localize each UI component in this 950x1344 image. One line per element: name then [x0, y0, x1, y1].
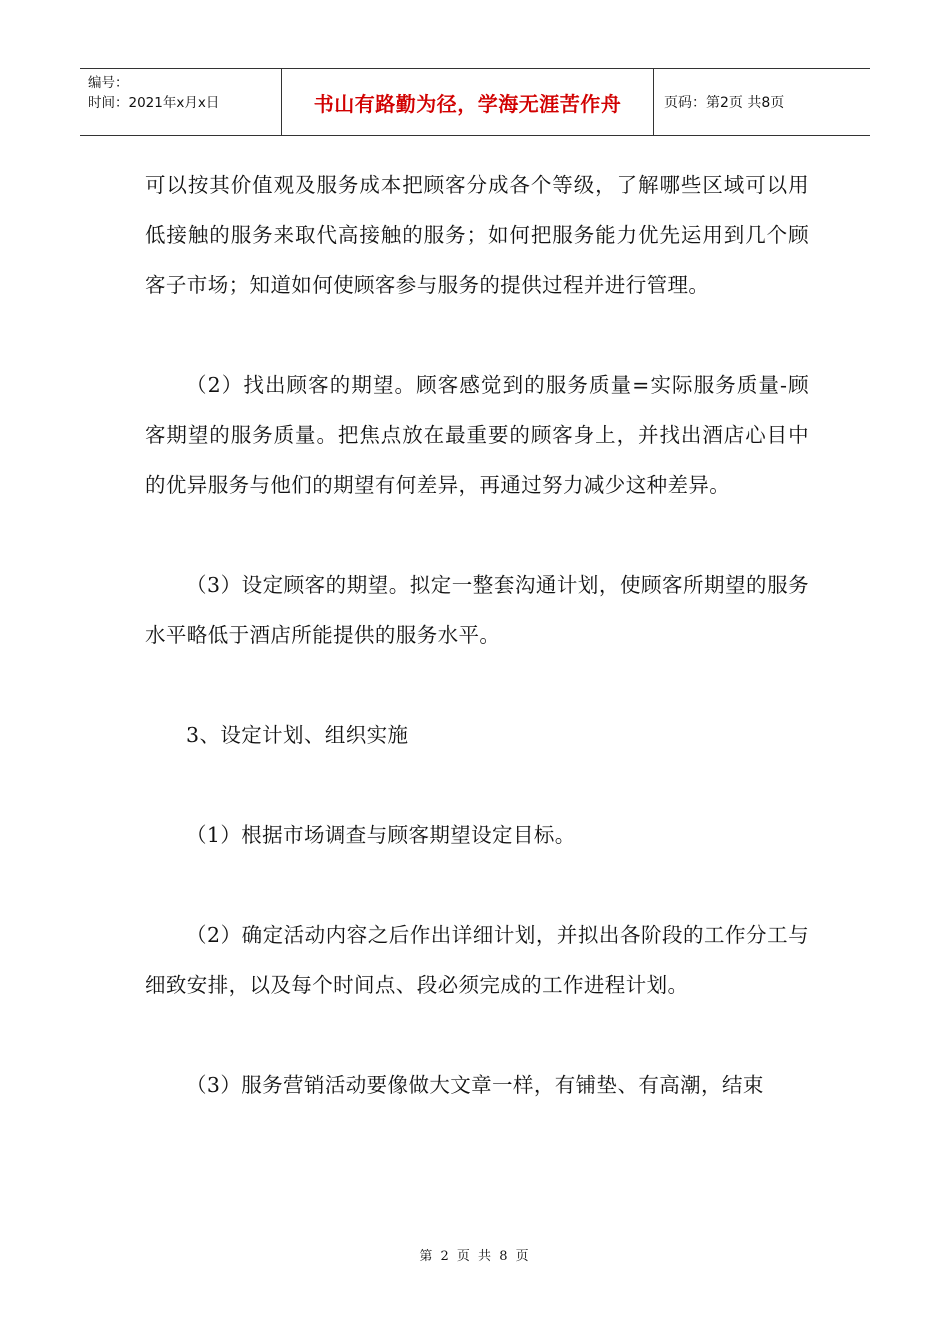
paragraph: （3）设定顾客的期望。拟定一整套沟通计划，使顾客所期望的服务水平略低于酒店所能提供的服务水平。	[145, 573, 809, 647]
section-heading: 3、设定计划、组织实施	[186, 723, 409, 747]
date-label: 时间：2021年x月x日	[88, 95, 220, 111]
document-body	[145, 160, 809, 1160]
paragraph: （2）找出顾客的期望。顾客感觉到的服务质量=实际服务质量-顾客期望的服务质量。把焦点放在最重要的顾客身上，并找出酒店心目中的优异服务与他们的期望有何差异，再通过努力减少这种差异。	[145, 373, 809, 497]
paragraph: 可以按其价值观及服务成本把顾客分成各个等级，了解哪些区域可以用低接触的服务来取代高接触的服务；如何把服务能力优先运用到几个顾客子市场；知道如何使顾客参与服务的提供过程并进行管理。	[145, 173, 809, 297]
header-motto: 书山有路勤为径，学海无涯苦作舟	[282, 69, 654, 135]
page-footer: 第 2 页 共 8 页	[419, 1249, 531, 1264]
serial-number-label: 编号：	[88, 75, 129, 91]
paragraph: （3）服务营销活动要像做大文章一样，有铺垫、有高潮，结束	[186, 1073, 764, 1097]
header-meta-cell	[80, 69, 282, 135]
header-page-info: 页码：第2页 共8页	[664, 95, 785, 111]
paragraph: （2）确定活动内容之后作出详细计划，并拟出各阶段的工作分工与细致安排，以及每个时间点、段必须完成的工作进程计划。	[145, 923, 809, 997]
document-header	[80, 68, 870, 136]
paragraph: （1）根据市场调查与顾客期望设定目标。	[186, 823, 576, 847]
